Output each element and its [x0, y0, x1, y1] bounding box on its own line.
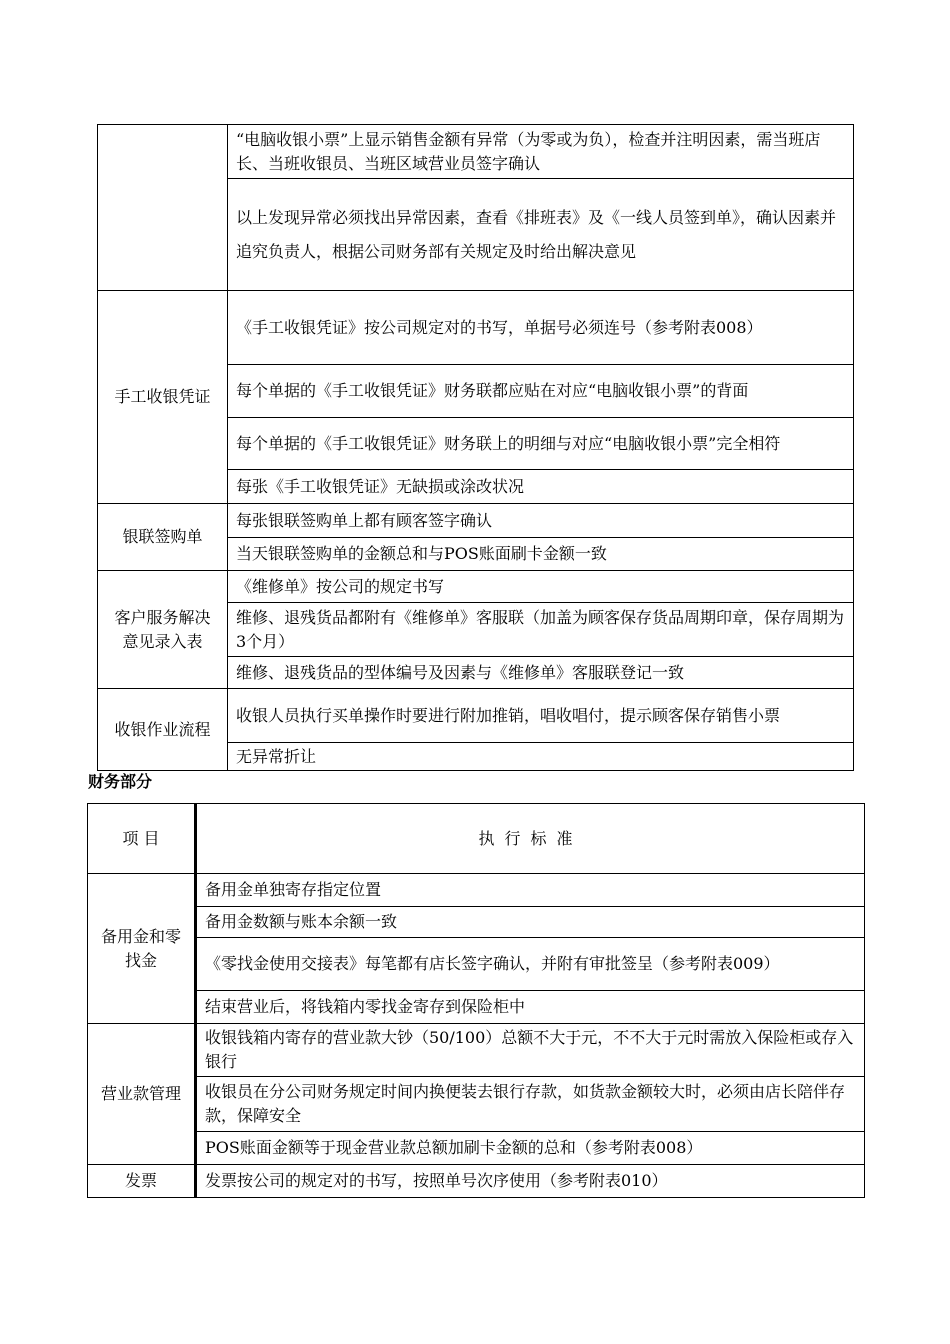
standard-cell: 《维修单》按公司的规定书写 — [228, 571, 854, 603]
standard-cell: 《零找金使用交接表》每笔都有店长签字确认，并附有审批签呈（参考附表009） — [196, 938, 865, 991]
standard-cell: 发票按公司的规定对的书写，按照单号次序使用（参考附表010） — [196, 1165, 865, 1198]
category-cell: 营业款管理 — [88, 1024, 196, 1165]
table-row — [98, 689, 854, 743]
table-row — [88, 874, 865, 907]
standard-cell: 备用金数额与账本余额一致 — [196, 907, 865, 938]
category-cell — [98, 125, 228, 291]
table-row — [98, 291, 854, 365]
category-cell: 手工收银凭证 — [98, 291, 228, 504]
standard-cell: 每个单据的《手工收银凭证》财务联都应贴在对应“电脑收银小票”的背面 — [228, 365, 854, 418]
header-standard: 执行标准 — [196, 804, 865, 874]
standard-cell: 以上发现异常必须找出异常因素，查看《排班表》及《一线人员签到单》，确认因素并追究负责人，根据公司财务部有关规定及时给出解决意见 — [228, 179, 854, 291]
table-row — [88, 1077, 865, 1132]
category-cell: 发票 — [88, 1165, 196, 1198]
table-row — [88, 991, 865, 1024]
table-row — [88, 1132, 865, 1165]
table-row — [98, 571, 854, 603]
standard-cell: 结束营业后，将钱箱内零找金寄存到保险柜中 — [196, 991, 865, 1024]
standard-cell: 维修、退残货品都附有《维修单》客服联（加盖为顾客保存货品周期印章，保存周期为3个月） — [228, 603, 854, 657]
table-row — [88, 1024, 865, 1077]
inspection-table-cashier — [97, 124, 854, 771]
table-header-row — [88, 804, 865, 874]
category-cell: 银联签购单 — [98, 504, 228, 571]
inspection-table-finance — [87, 803, 865, 1198]
standard-cell: 无异常折让 — [228, 743, 854, 771]
standard-cell: 维修、退残货品的型体编号及因素与《维修单》客服联登记一致 — [228, 657, 854, 689]
category-cell: 收银作业流程 — [98, 689, 228, 771]
standard-cell: POS账面金额等于现金营业款总额加刷卡金额的总和（参考附表008） — [196, 1132, 865, 1165]
category-cell: 备用金和零找金 — [88, 874, 196, 1024]
table-row — [98, 125, 854, 179]
standard-cell: 《手工收银凭证》按公司规定对的书写，单据号必须连号（参考附表008） — [228, 291, 854, 365]
category-cell: 客户服务解决意见录入表 — [98, 571, 228, 689]
table-row — [98, 504, 854, 538]
standard-cell: 收银人员执行买单操作时要进行附加推销，唱收唱付，提示顾客保存销售小票 — [228, 689, 854, 743]
table-row — [88, 907, 865, 938]
standard-cell: 收银钱箱内寄存的营业款大钞（50/100）总额不大于元，不不大于元时需放入保险柜或存入银行 — [196, 1024, 865, 1077]
standard-cell: 当天银联签购单的金额总和与POS账面刷卡金额一致 — [228, 538, 854, 571]
standard-cell: “电脑收银小票”上显示销售金额有异常（为零或为负），检查并注明因素，需当班店长、当班收银员、当班区域营业员签字确认 — [228, 125, 854, 179]
standard-cell: 每张银联签购单上都有顾客签字确认 — [228, 504, 854, 538]
section-title: 财务部分 — [88, 772, 153, 791]
standard-cell: 收银员在分公司财务规定时间内换便装去银行存款，如货款金额较大时，必须由店长陪伴存款，保障安全 — [196, 1077, 865, 1132]
standard-cell: 备用金单独寄存指定位置 — [196, 874, 865, 907]
table-row — [88, 1165, 865, 1198]
standard-cell: 每个单据的《手工收银凭证》财务联上的明细与对应“电脑收银小票”完全相符 — [228, 418, 854, 470]
table-row — [88, 938, 865, 991]
standard-cell: 每张《手工收银凭证》无缺损或涂改状况 — [228, 470, 854, 504]
header-item: 项 目 — [88, 804, 196, 874]
